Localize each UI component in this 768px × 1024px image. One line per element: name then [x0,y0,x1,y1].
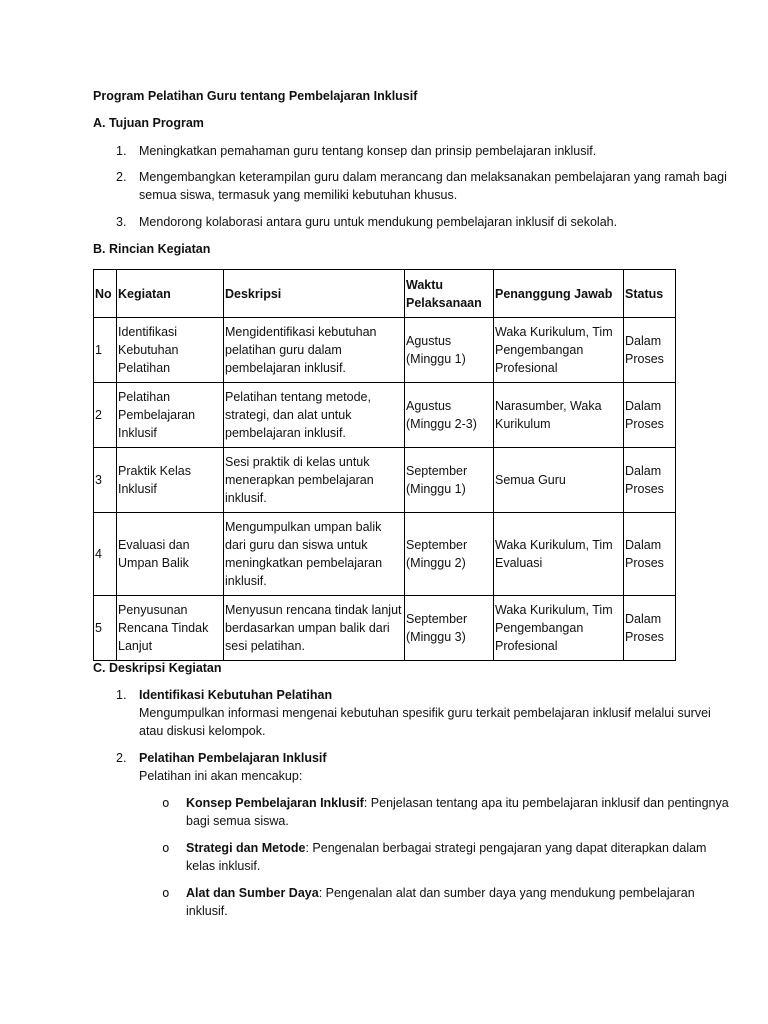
section-a-heading: A. Tujuan Program [93,116,204,130]
section-c-heading: C. Deskripsi Kegiatan [93,661,222,675]
bullet-icon: o [162,885,170,900]
list-item: 2. Pelatihan Pembelajaran Inklusif Pelatihan ini akan mencakup: [93,749,729,785]
table-cell: 3 [94,448,117,513]
table-cell: September (Minggu 1) [405,448,494,513]
table-header: Status [624,270,676,318]
table-cell: Dalam Proses [624,448,676,513]
table-row [94,318,676,383]
table-cell: Sesi praktik di kelas untuk menerapkan pembelajaran inklusif. [224,448,405,513]
table-cell: Dalam Proses [624,596,676,661]
list-item-text: Mengumpulkan informasi mengenai kebutuhan spesifik guru terkait pembelajaran inklusif melalui survei atau diskusi kelompok. [139,706,711,738]
list-item: 1. Meningkatkan pemahaman guru tentang konsep dan prinsip pembelajaran inklusif. [116,144,597,158]
table-header: Waktu Pelaksanaan [405,270,494,318]
sub-list-item: o Strategi dan Metode: Pengenalan berbagai strategi pengajaran yang dapat diterapkan dalam kelas inklusif. [162,840,707,873]
list-item: 3. Mendorong kolaborasi antara guru untuk mendukung pembelajaran inklusif di sekolah. [116,215,618,229]
table-header: Deskripsi [224,270,405,318]
table-cell: Waka Kurikulum, Tim Evaluasi [494,513,624,596]
list-item-title: Pelatihan Pembelajaran Inklusif [139,751,327,765]
table-cell: Agustus (Minggu 1) [405,318,494,383]
table-cell: Waka Kurikulum, Tim Pengembangan Profesional [494,596,624,661]
list-item: 2. Mengembangkan keterampilan guru dalam merancang dan melaksanakan pembelajaran yang ramah bagi semua siswa, termasuk yang memiliki kebutuhan khusus. [116,170,727,202]
table-cell: 2 [94,383,117,448]
table-cell: Agustus (Minggu 2-3) [405,383,494,448]
table-cell: Pelatihan Pembelajaran Inklusif [117,383,224,448]
table-cell: 5 [94,596,117,661]
list-item-text: Pelatihan ini akan mencakup: [139,769,303,783]
table-row [94,596,676,661]
table-row [94,383,676,448]
table-cell: Menyusun rencana tindak lanjut berdasarkan umpan balik dari sesi pelatihan. [224,596,405,661]
table-cell: Mengidentifikasi kebutuhan pelatihan guru dalam pembelajaran inklusif. [224,318,405,383]
table-cell: Waka Kurikulum, Tim Pengembangan Profesional [494,318,624,383]
table-header: Penanggung Jawab [494,270,624,318]
activity-table [93,269,676,661]
list-item-title: Identifikasi Kebutuhan Pelatihan [139,688,333,702]
table-cell: Praktik Kelas Inklusif [117,448,224,513]
table-cell: Identifikasi Kebutuhan Pelatihan [117,318,224,383]
table-cell: Dalam Proses [624,513,676,596]
sub-list-item: o Konsep Pembelajaran Inklusif: Penjelasan tentang apa itu pembelajaran inklusif dan pentingnya bagi semua siswa. [162,795,729,828]
table-cell: Dalam Proses [624,383,676,448]
list-item: 1. Identifikasi Kebutuhan Pelatihan Mengumpulkan informasi mengenai kebutuhan spesifik guru terkait pembelajaran inklusif melalui survei atau diskusi kelompok. [93,686,729,740]
table-cell: Semua Guru [494,448,624,513]
table-header-row [94,270,676,318]
table-header: Kegiatan [117,270,224,318]
table-cell: 1 [94,318,117,383]
table-cell: 4 [94,513,117,596]
table-cell: Dalam Proses [624,318,676,383]
table-row [94,448,676,513]
table-cell: Pelatihan tentang metode, strategi, dan alat untuk pembelajaran inklusif. [224,383,405,448]
sub-list-item: o Alat dan Sumber Daya: Pengenalan alat dan sumber daya yang mendukung pembelajaran inklusif. [162,885,695,918]
table-cell: September (Minggu 2) [405,513,494,596]
bullet-icon: o [162,840,170,855]
table-cell: Mengumpulkan umpan balik dari guru dan siswa untuk meningkatkan pembelajaran inklusif. [224,513,405,596]
table-cell: Penyusunan Rencana Tindak Lanjut [117,596,224,661]
table-cell: Narasumber, Waka Kurikulum [494,383,624,448]
table-header: No [94,270,117,318]
bullet-icon: o [162,795,170,810]
section-b-heading: B. Rincian Kegiatan [93,242,211,256]
table-row [94,513,676,596]
table-cell: Evaluasi dan Umpan Balik [117,513,224,596]
table-cell: September (Minggu 3) [405,596,494,661]
document-title: Program Pelatihan Guru tentang Pembelajaran Inklusif [93,89,418,103]
